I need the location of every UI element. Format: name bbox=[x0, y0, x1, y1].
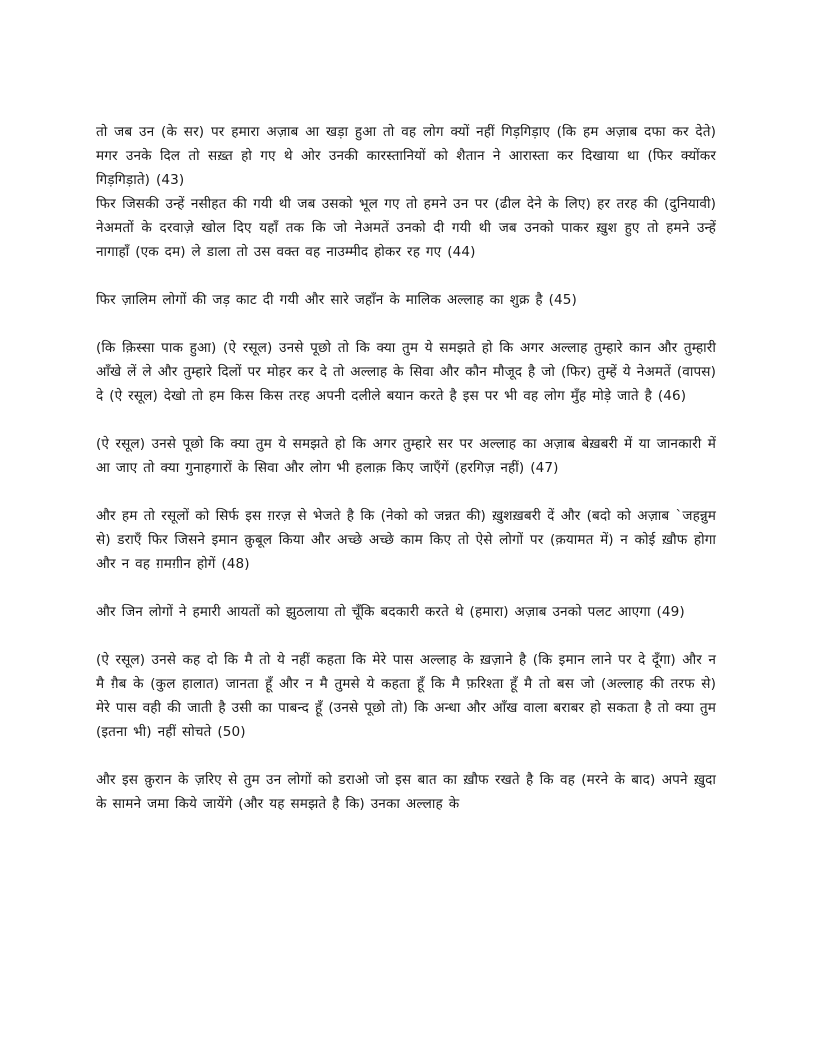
page-content bbox=[96, 120, 716, 840]
verse-paragraph: और जिन लोगों ने हमारी आयतों को झुठलाया तो चूँकि बदकारी करते थे (हमारा) अज़ाब उनको पलट आएगा (49) bbox=[96, 604, 685, 620]
verse-paragraph: (कि क़िस्सा पाक हुआ) (ऐ रसूल) उनसे पूछो तो कि क्या तुम ये समझते हो कि अगर अल्लाह तुम्हारे कान और तुम्हारी आँखे लें ले और तुम्हारे दिलों पर मोहर कर दे तो अल्लाह के सिवा और कौन मौजूद है जो (फिर) तुम्हें ये नेअमतें (वापस) दे (ऐ रसूल) देखो तो हम किस किस तरह अपनी दलीले बयान करते है इस पर भी वह लोग मुँह मोड़े जाते है (46) bbox=[96, 340, 716, 404]
verse-paragraph: (ऐ रसूल) उनसे पूछो कि क्या तुम ये समझते हो कि अगर तुम्हारे सर पर अल्लाह का अज़ाब बेख़बरी में या जानकारी में आ जाए तो क्या गुनाहगारों के सिवा और लोग भी हलाक़ किए जाएँगें (हरगिज़ नहीं) (47) bbox=[96, 436, 716, 476]
verse-paragraph: और इस क़ुरान के ज़रिए से तुम उन लोगों को डराओ जो इस बात का ख़ौफ रखते है कि वह (मरने के बाद) अपने ख़ुदा के सामने जमा किये जायेंगे (और यह समझते है कि) उनका अल्लाह के bbox=[96, 772, 716, 812]
verse-paragraph: तो जब उन (के सर) पर हमारा अज़ाब आ खड़ा हुआ तो वह लोग क्यों नहीं गिड़गिड़ाए (कि हम अज़ाब दफा कर देते) मगर उनके दिल तो सख़्त हो गए थे ओर उनकी कारस्तानियों को शैतान ने आरास्ता कर दिखाया था (फिर क्योंकर गिड़गिड़ाते) (43) bbox=[96, 124, 716, 188]
verse-paragraph: फिर ज़ालिम लोगों की जड़ काट दी गयी और सारे जहाँन के मालिक अल्लाह का शुक्र है (45) bbox=[96, 292, 577, 308]
verse-paragraph: (ऐ रसूल) उनसे कह दो कि मै तो ये नहीं कहता कि मेरे पास अल्लाह के ख़ज़ाने है (कि इमान लाने पर दे दूँगा) और न मै ग़ैब के (कुल हालात) जानता हूँ और न मै तुमसे ये कहता हूँ कि मै फ़रिश्ता हूँ मै तो बस जो (अल्लाह की तरफ से) मेरे पास वही की जाती है उसी का पाबन्द हूँ (उनसे पूछो तो) कि अन्धा और आँख वाला बराबर हो सकता है तो क्या तुम (इतना भी) नहीं सोचते (50) bbox=[96, 652, 716, 740]
verse-paragraph: और हम तो रसूलों को सिर्फ इस ग़रज़ से भेजते है कि (नेको को जन्नत की) ख़ुशख़बरी दें और (बदो को अज़ाब `जहन्नुम से) डराएँ फिर जिसने इमान क़ुबूल किया और अच्छे अच्छे काम किए तो ऐसे लोगों पर (क़यामत में) न कोई ख़ौफ होगा और न वह ग़मग़ीन होगें (48) bbox=[96, 508, 716, 572]
verse-paragraph: फिर जिसकी उन्हें नसीहत की गयी थी जब उसको भूल गए तो हमने उन पर (ढील देने के लिए) हर तरह की (दुनियावी) नेअमतों के दरवाज़े खोल दिए यहाँ तक कि जो नेअमतें उनको दी गयी थी जब उनको पाकर ख़ुश हुए तो हमने उन्हें नागाहाँ (एक दम) ले डाला तो उस वक्त वह नाउम्मीद होकर रह गए (44) bbox=[96, 196, 716, 260]
